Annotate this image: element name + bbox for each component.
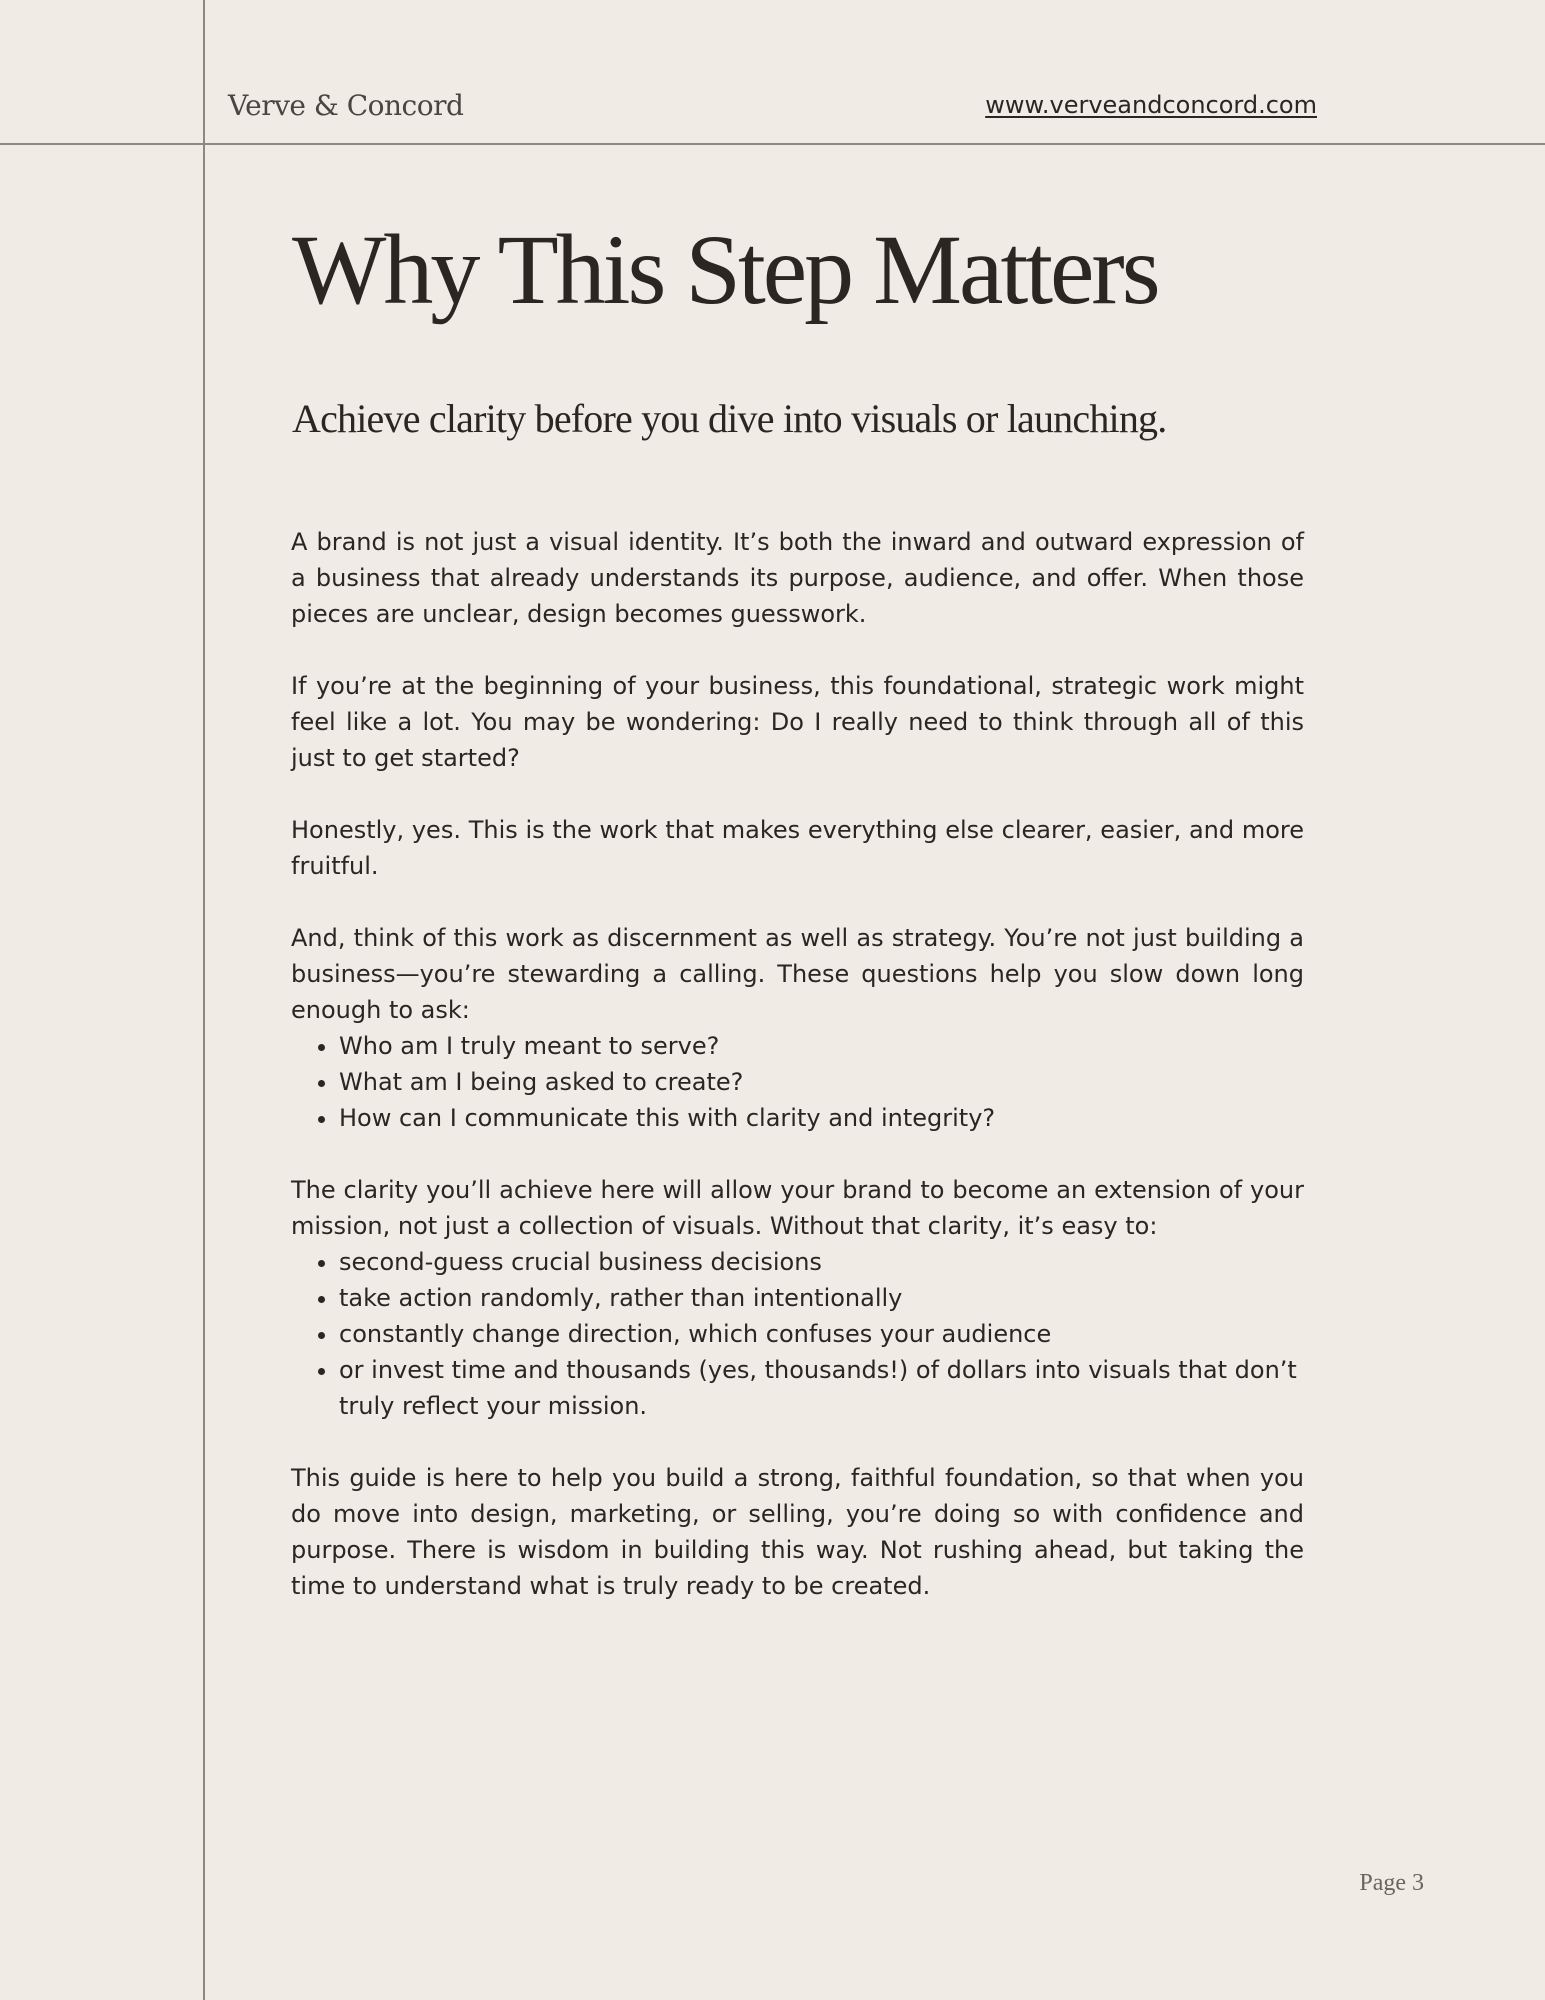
list-item: • or invest time and thousands (yes, thousands!) of dollars into visuals that don’t truly reflect your mission. <box>339 1352 1304 1424</box>
paragraph-beginning: If you’re at the beginning of your business, this foundational, strategic work might feel like a lot. You may be wondering: Do I really need to think through all of this just to get started? <box>291 672 1304 772</box>
page-number: Page 3 <box>1359 1870 1424 1896</box>
page-title: Why This Step Matters <box>292 214 1158 325</box>
questions-list <box>291 1028 1304 1136</box>
website-link[interactable]: www.verveandconcord.com <box>985 91 1317 119</box>
body-content <box>291 524 1304 1640</box>
paragraph-honestly: Honestly, yes. This is the work that makes everything else clearer, easier, and more fruitful. <box>291 816 1304 880</box>
list-item: • What am I being asked to create? <box>339 1064 1304 1100</box>
vertical-margin-rule <box>203 0 205 2000</box>
header-divider <box>0 143 1545 145</box>
paragraph-clarity: The clarity you’ll achieve here will allow your brand to become an extension of your mission, not just a collection of visuals. Without that clarity, it’s easy to: <box>291 1176 1304 1240</box>
paragraph-discernment: And, think of this work as discernment as well as strategy. You’re not just building a business—you’re stewarding a calling. These questions help you slow down long enough to ask: <box>291 924 1304 1024</box>
list-item: • constantly change direction, which confuses your audience <box>339 1316 1304 1352</box>
page-subtitle: Achieve clarity before you dive into visuals or launching. <box>292 396 1167 441</box>
risks-list <box>291 1244 1304 1424</box>
brand-name: Verve & Concord <box>228 89 464 122</box>
list-item: • second-guess crucial business decisions <box>339 1244 1304 1280</box>
paragraph-guide-purpose: This guide is here to help you build a strong, faithful foundation, so that when you do move into design, marketing, or selling, you’re doing so with confidence and purpose. There is wisdom in building this way. Not rushing ahead, but taking the time to understand what is truly ready to be created. <box>291 1464 1304 1600</box>
list-item: • take action randomly, rather than intentionally <box>339 1280 1304 1316</box>
list-item: • How can I communicate this with clarity and integrity? <box>339 1100 1304 1136</box>
list-item: • Who am I truly meant to serve? <box>339 1028 1304 1064</box>
paragraph-brand-definition: A brand is not just a visual identity. It’s both the inward and outward expression of a business that already understands its purpose, audience, and offer. When those pieces are unclear, design becomes guesswork. <box>291 528 1304 628</box>
